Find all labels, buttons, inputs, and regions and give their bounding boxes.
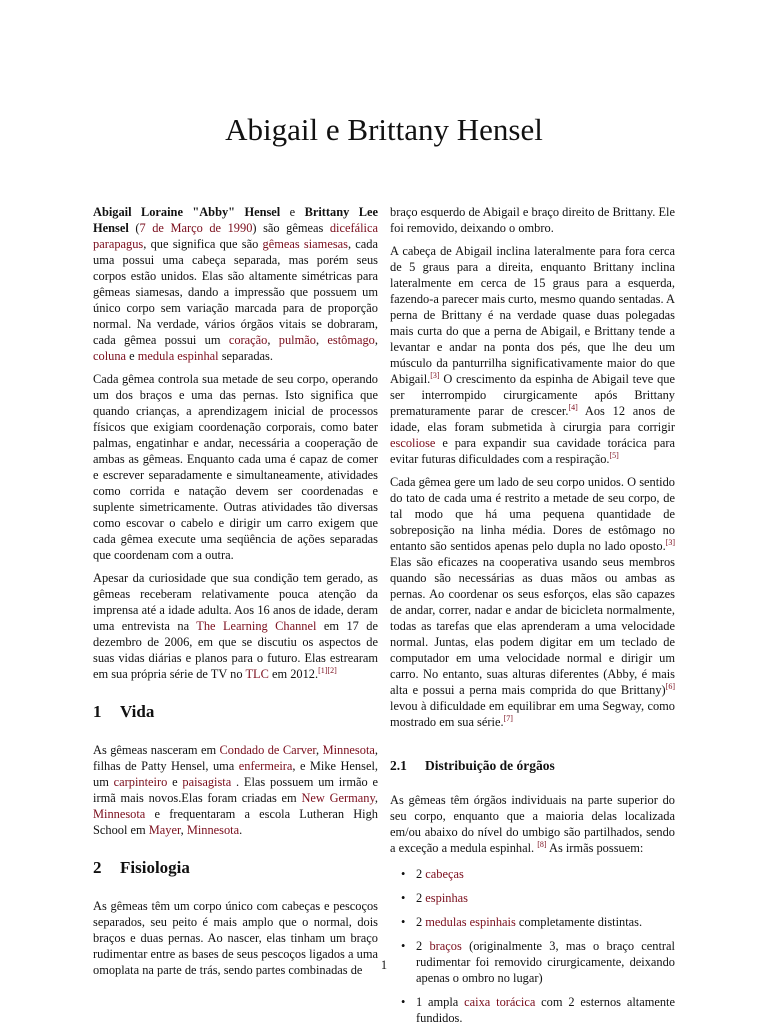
- link-paisagista[interactable]: paisagista: [182, 775, 232, 789]
- page-number: 1: [380, 958, 388, 972]
- fisiologia-continuation: braço esquerdo de Abigail e braço direito de Brittany. Ele foi removido, deixando o ombro.: [390, 205, 675, 235]
- citation-link[interactable]: [3]: [665, 537, 675, 547]
- link-caixa-toracica[interactable]: caixa torácica: [464, 995, 536, 1009]
- coordination-paragraph: [390, 474, 675, 730]
- text: , cada uma possui uma cabeça separada, mas porém seus corpos estão unidos. Elas são altamente simétricas para gêmeas siamesas, dando a impressão que possuem um único corpo sem variação marcada para de proporção normal. Na verdade, vários órgãos vitais se dobraram, cada gêmea possui um: [93, 237, 379, 347]
- text: com 2 esternos altamente fundidos.: [416, 995, 675, 1025]
- text: 2: [416, 939, 430, 953]
- link-dicefalica[interactable]: dicefálica parapagus: [93, 221, 378, 251]
- text: Elas são eficazes na cooperativa usando seus membros quando são necessárias as duas mãos ou ambas as pernas. Ao coordenar os seus esforços, elas são capazes de andar, correr, nadar e andar de bicicleta normalmente, todas as tarefas que elas aprenderam a uma velocidade normal. Juntas, elas podem digitar em um teclado de computador em uma velocidade normal e dirigir um carro. No entanto, suas alturas diferentes (Abby, é mais alta e possui a perna mais comprida do que Brittany): [390, 555, 675, 697]
- link-learning-channel[interactable]: The Learning Channel: [196, 619, 317, 633]
- text: , que significa que são: [143, 237, 263, 251]
- section-title: Fisiologia: [120, 858, 190, 877]
- orgaos-paragraph: [390, 792, 675, 856]
- vida-paragraph: [93, 742, 378, 838]
- link-medulas-espinhais[interactable]: medulas espinhais: [425, 915, 516, 929]
- control-paragraph: Cada gêmea controla sua metade de seu corpo, operando um dos braços e uma das pernas. Isto significa que quando crianças, a aprendizagem inicial de processos físicos que exigiam coordenação corporais, como bater palmas, engatinhar e andar, necessária a cooperação de ambas as gêmeas. Enquanto cada uma é capaz de comer e escrever separadamente e simultaneamente, atividades como corrida e natação devem ser coordenadas e suplente simetricamente. Outras atividades tão diversas como escovar o cabelo e dirigir um carro exigem que cada gêmea execute uma seqüência de ações separadas que coordenam com a outra.: [93, 372, 378, 562]
- section-heading-vida: [93, 704, 378, 720]
- text: Cada gêmea gere um lado de seu corpo unidos. O sentido do tato de cada uma é restrito a metade de seu corpo, de tal modo que há uma pequena quantidade de sobreposição na linha média. Dores de estômago no entanto são sentidos apenas pelo dupla no lado oposto.: [390, 475, 675, 553]
- citation-link[interactable]: [4]: [568, 402, 578, 412]
- text: 1 ampla: [416, 995, 465, 1009]
- media-paragraph: [93, 570, 378, 682]
- citation-link[interactable]: [8]: [537, 839, 547, 849]
- text: As irmãs possuem:: [546, 841, 644, 855]
- text: , filhas de Patty Hensel, uma: [93, 743, 378, 773]
- subject-name-a: Abigail Loraine "Abby" Hensel: [93, 205, 281, 219]
- citation-link[interactable]: [5]: [609, 450, 619, 460]
- text: Apesar da curiosidade que sua condição tem gerado, as gêmeas receberam relativamente pouca atenção da imprensa até a idade adulta. Aos 16 anos de idade, deram uma entrevista na: [93, 571, 378, 633]
- text: 2: [416, 891, 426, 905]
- citation-link[interactable]: [7]: [503, 713, 513, 723]
- link-coracao[interactable]: coração: [228, 333, 268, 347]
- section-number: 2: [93, 858, 102, 877]
- link-tlc[interactable]: TLC: [245, 667, 269, 681]
- list-item: [390, 890, 675, 906]
- intro-paragraph: [93, 204, 378, 364]
- link-enfermeira[interactable]: enfermeira: [238, 759, 293, 773]
- citation-link[interactable]: [3]: [430, 370, 440, 380]
- text: ) são gêmeas: [252, 221, 330, 235]
- subsection-heading-orgaos: [390, 758, 675, 774]
- text: 2: [416, 867, 426, 881]
- link-cabecas[interactable]: cabeças: [425, 867, 464, 881]
- link-carver[interactable]: Condado de Carver: [219, 743, 317, 757]
- text: ,: [315, 333, 328, 347]
- link-carpinteiro[interactable]: carpinteiro: [113, 775, 168, 789]
- link-estomago[interactable]: estômago: [327, 333, 375, 347]
- link-escoliose[interactable]: escoliose: [390, 436, 436, 450]
- text: , e Mike Hensel, um: [93, 759, 378, 789]
- link-mayer[interactable]: Mayer: [148, 823, 181, 837]
- list-item: [390, 994, 675, 1026]
- link-coluna[interactable]: coluna: [93, 349, 127, 363]
- text: e frequentaram a escola Lutheran High School em: [93, 807, 378, 837]
- citation-link[interactable]: [1][2]: [318, 665, 337, 675]
- text: . Elas possuem um irmão e irmã mais novos.Elas foram criadas em: [93, 775, 378, 805]
- bullet-icon: •: [401, 891, 406, 905]
- text: levou à dificuldade em equilibrar em uma Segway, como mostrado em sua série.: [390, 699, 675, 729]
- text: As gêmeas têm órgãos individuais na parte superior do seu corpo, enquanto que a maioria delas localizada em/ou abaixo do nível do umbigo são partilhados, sendo a exceção a medula espinhal.: [390, 793, 675, 855]
- bullet-icon: •: [401, 995, 406, 1009]
- text: ,: [267, 333, 279, 347]
- subsection-number: 2.1: [390, 758, 407, 773]
- bullet-icon: •: [401, 915, 406, 929]
- subject-name-b: Brittany Lee Hensel: [93, 205, 378, 235]
- right-column: [390, 204, 675, 1034]
- link-minnesota[interactable]: Minnesota: [322, 743, 375, 757]
- text: e para expandir sua cavidade torácica para evitar futuras dificuldades com a respiração.: [390, 436, 675, 466]
- citation-link[interactable]: [6]: [665, 681, 675, 691]
- fisiologia-paragraph: As gêmeas têm um corpo único com cabeças e pescoços separados, seu peito é mais amplo que o normal, dois braços e duas pernas. Ao nascer, elas tinham um braço rudimentar entre as bases de seus pescoços ligados a uma omoplata na parte de trás, sendo partes combinadas de: [93, 899, 378, 977]
- text: .: [239, 823, 243, 837]
- text: ,: [180, 823, 187, 837]
- link-new-germany[interactable]: New Germany: [301, 791, 375, 805]
- section-heading-fisiologia: [93, 860, 378, 876]
- link-gemeas-siamesas[interactable]: gêmeas siamesas: [262, 237, 348, 251]
- list-item: [390, 866, 675, 882]
- list-item: [390, 914, 675, 930]
- text: 2: [416, 915, 426, 929]
- text: e: [167, 775, 183, 789]
- bullet-icon: •: [401, 867, 406, 881]
- text: A cabeça de Abigail inclina lateralmente para fora cerca de 5 graus para a direita, enquanto Brittany inclina lateralmente em cerca de 15 graus para a esquerda, fazendo-a parecer mais curto, mesmo quando sentadas. A perna de Brittany é na verdade quase duas polegadas mais curta do que a perna de Abigail, e Brittany tende a levantar e andar na ponta dos pés, que lhe deu um músculo da panturrilha significativamente maior do que Abigail.: [390, 244, 675, 386]
- text: em 17 de dezembro de 2006, em que se discutiu os aspectos de suas vidas diárias e planos para o futuro. Elas estrearam em sua própria série de TV no: [93, 619, 378, 681]
- link-minnesota[interactable]: Minnesota: [93, 807, 146, 821]
- link-birth-date[interactable]: 7 de Março de 1990: [139, 221, 253, 235]
- link-bracos[interactable]: braços: [429, 939, 462, 953]
- organ-list: [390, 866, 675, 1026]
- posture-paragraph: [390, 243, 675, 467]
- text: (: [128, 221, 140, 235]
- link-minnesota[interactable]: Minnesota: [186, 823, 240, 837]
- text: e: [280, 205, 305, 219]
- subsection-title: Distribuição de órgãos: [425, 758, 555, 773]
- text: Aos 12 anos de idade, elas foram submetida à cirurgia para corrigir: [390, 404, 675, 434]
- text: separadas.: [218, 349, 273, 363]
- text: e: [126, 349, 138, 363]
- link-espinhas[interactable]: espinhas: [425, 891, 468, 905]
- text: As gêmeas nasceram em: [93, 743, 220, 757]
- text: O crescimento da espinha de Abigail teve que ser interrompido cirurgicamente após Brittany prematuramente parar de crescer.: [390, 372, 675, 418]
- page-title: Abigail e Brittany Hensel: [225, 112, 543, 147]
- link-medula-espinhal[interactable]: medula espinhal: [137, 349, 219, 363]
- section-number: 1: [93, 702, 102, 721]
- link-pulmao[interactable]: pulmão: [278, 333, 316, 347]
- bullet-icon: •: [401, 939, 406, 953]
- text: ,: [316, 743, 323, 757]
- text: ,: [374, 333, 378, 347]
- text: (originalmente 3, mas o braço central rudimentar foi removido cirurgicamente, deixando apenas o ombro no lugar): [416, 939, 675, 985]
- left-column: [93, 204, 378, 985]
- text: completamente distintas.: [515, 915, 643, 929]
- section-title: Vida: [120, 702, 155, 721]
- text: em 2012.: [268, 667, 319, 681]
- text: ,: [374, 791, 378, 805]
